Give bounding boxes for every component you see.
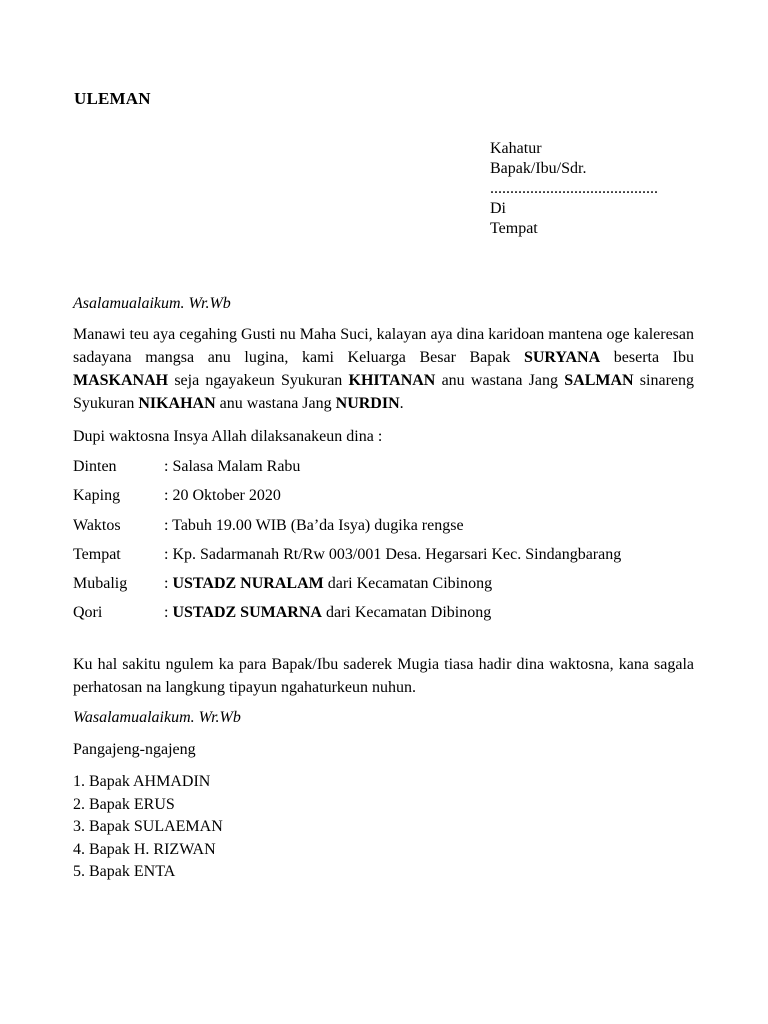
opening-greeting: Asalamualaikum. Wr.Wb: [73, 295, 231, 312]
groom-name: NURDIN: [335, 395, 400, 412]
detail-row-waktos: [73, 516, 713, 545]
signer-item: 3. Bapak SULAEMAN: [73, 818, 223, 835]
event-details: [73, 457, 713, 633]
child-name: SALMAN: [564, 372, 634, 389]
address-line: Kahatur: [490, 140, 542, 157]
address-line: Tempat: [490, 220, 538, 237]
detail-row-qori: [73, 603, 713, 632]
qori-name: USTADZ SUMARNA: [172, 604, 322, 622]
details-intro: Dupi waktosna Insya Allah dilaksanakeun dina :: [73, 428, 383, 445]
detail-value: [164, 603, 713, 632]
address-line: ..........................................: [490, 180, 658, 197]
detail-suffix: dari Kecamatan Cibinong: [323, 575, 493, 593]
detail-value: : 20 Oktober 2020: [164, 487, 281, 505]
signer-item: 2. Bapak ERUS: [73, 795, 175, 813]
detail-row-kaping: [73, 486, 713, 515]
detail-label: Dinten: [73, 458, 117, 475]
host-mother-name: MASKANAH: [73, 372, 169, 389]
text-segment: beserta Ibu: [600, 349, 694, 366]
detail-value: : Tabuh 19.00 WIB (Ba’da Isya) dugika rengse: [164, 516, 464, 534]
detail-label: Kaping: [73, 487, 121, 505]
signer-item: 5. Bapak ENTA: [73, 863, 176, 880]
detail-value: [164, 574, 713, 603]
detail-row-mubalig: [73, 574, 713, 603]
detail-value: : Salasa Malam Rabu: [164, 458, 301, 475]
detail-suffix: dari Kecamatan Dibinong: [321, 604, 492, 622]
event-type-nikahan: NIKAHAN: [138, 395, 216, 412]
detail-label: Waktos: [73, 516, 121, 534]
address-line: Bapak/Ibu/Sdr.: [490, 160, 587, 177]
text-segment: anu wastana Jang: [435, 372, 565, 389]
recipient-address: [490, 139, 658, 239]
closing-greeting: Wasalamualaikum. Wr.Wb: [73, 709, 241, 726]
signer-item: 1. Bapak AHMADIN: [73, 773, 211, 790]
address-line: Di: [490, 200, 506, 217]
detail-label: Qori: [73, 604, 103, 622]
detail-label: Mubalig: [73, 575, 128, 593]
detail-prefix: :: [164, 604, 173, 622]
detail-label: Tempat: [73, 545, 121, 563]
signers-list: [73, 772, 223, 885]
mubalig-name: USTADZ NURALAM: [172, 575, 324, 593]
invitation-paragraph: [73, 323, 694, 415]
text-segment: .: [399, 395, 404, 412]
detail-row-dinten: [73, 457, 713, 486]
detail-value: : Kp. Sadarmanah Rt/Rw 003/001 Desa. Hegarsari Kec. Sindangbarang: [164, 545, 622, 563]
detail-prefix: :: [164, 575, 173, 593]
text-segment: Manawi teu aya cegahing Gusti nu Maha Suci, kalayan aya dina karidoan mantena oge kaleresan sadayana mangsa anu lugina, kami Keluarga Besar Bapak: [73, 326, 694, 366]
document-title: ULEMAN: [74, 89, 151, 108]
text-segment: seja ngayakeun Syukuran: [168, 372, 349, 389]
text-segment: sinareng Syukuran: [73, 372, 695, 412]
signers-label: Pangajeng-ngajeng: [73, 741, 196, 758]
closing-paragraph: Ku hal sakitu ngulem ka para Bapak/Ibu saderek Mugia tiasa hadir dina waktosna, kana sagala perhatosan na langkung tipayun ngahaturkeun nuhun.: [73, 656, 694, 696]
text-segment: anu wastana Jang: [215, 395, 336, 412]
detail-row-tempat: [73, 545, 713, 574]
host-father-name: SURYANA: [523, 349, 601, 366]
signer-item: 4. Bapak H. RIZWAN: [73, 840, 216, 858]
event-type-khitanan: KHITANAN: [348, 372, 436, 389]
